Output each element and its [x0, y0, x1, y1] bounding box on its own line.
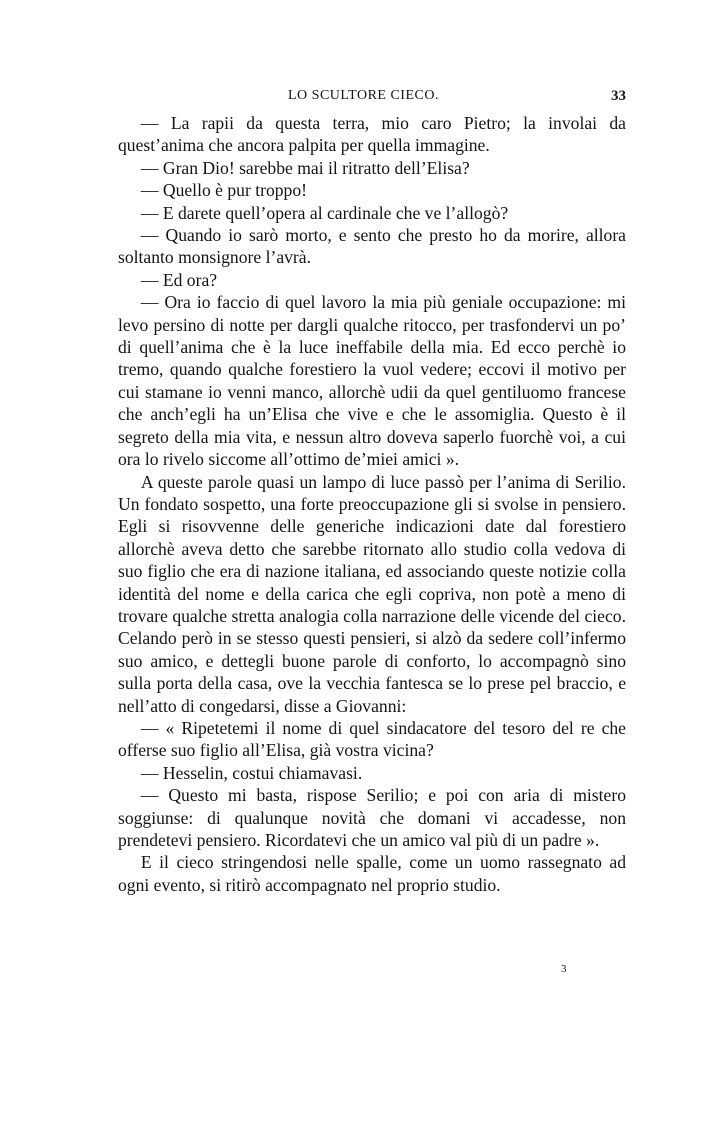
paragraph: E il cieco stringendosi nelle spalle, come un uomo rassegnato ad ogni evento, si ritirò accompagnato nel proprio studio. — [118, 852, 626, 895]
paragraph: — La rapii da questa terra, mio caro Pietro; la involai da quest’anima che ancora palpita per quella immagine. — [118, 113, 626, 156]
paragraph: — E darete quell’opera al cardinale che ve l’allogò? — [140, 202, 509, 223]
paragraph: — « Ripetetemi il nome di quel sindacatore del tesoro del re che offerse suo figlio all’Elisa, già vostra vicina? — [118, 717, 626, 761]
paragraph: — Hesselin, costui chiamavasi. — [140, 762, 363, 783]
page-number: 33 — [611, 88, 626, 104]
signature-mark: 3 — [561, 963, 567, 975]
running-head: LO SCULTORE CIECO. — [288, 88, 439, 103]
paragraph: — Gran Dio! sarebbe mai il ritratto dell’Elisa? — [140, 157, 470, 178]
page-header — [118, 88, 626, 108]
paragraph: — Ed ora? — [140, 269, 218, 290]
paragraph: — Questo mi basta, rispose Serilio; e poi con aria di mistero soggiunse: di qualunque novità che domani vi accadesse, non prendetevi pensiero. Ricordatevi che un amico val più di un padre ». — [118, 785, 626, 850]
paragraph: — Ora io faccio di quel lavoro la mia più geniale occupazione: mi levo persino di notte per dargli qualche ritocco, per trasfondervi un po’ di quell’anima che è la luce ineffabile della mia. Ed ecco perchè io tremo, quando qualche forestiero la vuol vedere; eccovi il motivo per cui stamane io venni manco, allorchè udii da quel gentiluomo francese che anch’egli ha un’Elisa che vive e che le assomiglia. Questo è il segreto della mia vita, e nessun altro doveva saperlo fuorchè voi, a cui ora lo rivelo siccome all’ottimo de’miei amici ». — [118, 292, 626, 470]
paragraph: A queste parole quasi un lampo di luce passò per l’anima di Serilio. Un fondato sospetto, una forte preoccupazione gli si svolse in pensiero. Egli si risovvenne delle generiche indicazioni date dal forestiero allorchè aveva detto che sarebbe ritornato allo studio colla vedova di suo figlio che era di nazione italiana, ed associando queste notizie colla identità del nome e della carica che egli copriva, non potè a meno di trovare qualche stretta analogia colla narrazione delle vicende del cieco. Celando però in se stesso questi pensieri, si alzò da sedere coll’infermo suo amico, e dettegli buone parole di conforto, lo accompagnò sino sulla porta della casa, ove la vecchia fantesca se lo prese pel braccio, e nell’atto di congedarsi, disse a Giovanni: — [118, 471, 626, 716]
body-text — [118, 112, 626, 896]
paragraph: — Quello è pur troppo! — [140, 180, 308, 201]
paragraph: — Quando io sarò morto, e sento che presto ho da morire, allora soltanto monsignore l’avrà. — [118, 225, 626, 268]
